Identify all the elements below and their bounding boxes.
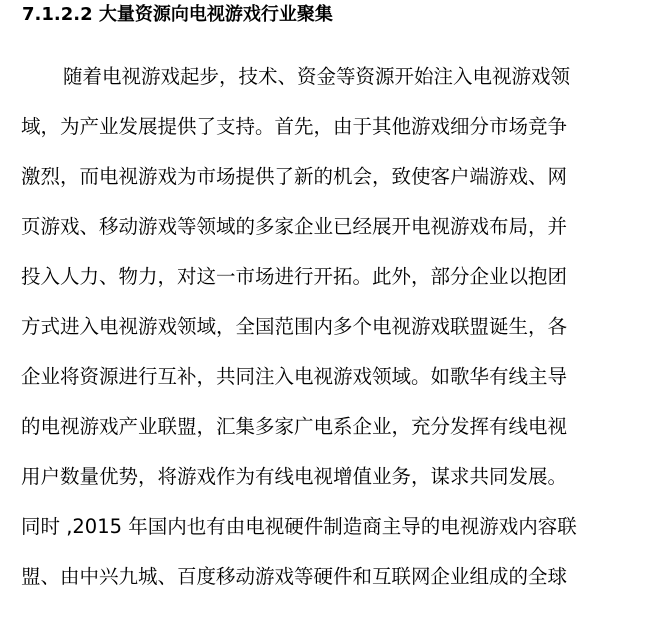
paragraph-line-9: 用户数量优势，将游戏作为有线电视增值业务，谋求共同发展。: [21, 465, 568, 488]
paragraph-line-1: 随着电视游戏起步，技术、资金等资源开始注入电视游戏领: [63, 65, 571, 88]
paragraph-line-8: 的电视游戏产业联盟，汇集多家广电系企业，充分发挥有线电视: [21, 415, 568, 438]
paragraph-line-7: 企业将资源进行互补，共同注入电视游戏领域。如歌华有线主导: [21, 365, 568, 388]
paragraph-line-6: 方式进入电视游戏领域，全国范围内多个电视游戏联盟诞生，各: [21, 315, 568, 338]
paragraph-line-3: 激烈，而电视游戏为市场提供了新的机会，致使客户端游戏、网: [21, 165, 568, 188]
paragraph-line-4: 页游戏、移动游戏等领域的多家企业已经展开电视游戏布局，并: [21, 215, 568, 238]
paragraph-line-2: 域，为产业发展提供了支持。首先，由于其他游戏细分市场竞争: [21, 115, 568, 138]
paragraph-line-11: 盟、由中兴九城、百度移动游戏等硬件和互联网企业组成的全球: [21, 565, 568, 588]
paragraph-line-5: 投入人力、物力，对这一市场进行开拓。此外，部分企业以抱团: [21, 265, 568, 288]
paragraph-line-10: 同时 ,2015 年国内也有由电视硬件制造商主导的电视游戏内容联: [21, 515, 577, 538]
section-heading: 7.1.2.2 大量资源向电视游戏行业聚集: [22, 4, 333, 25]
